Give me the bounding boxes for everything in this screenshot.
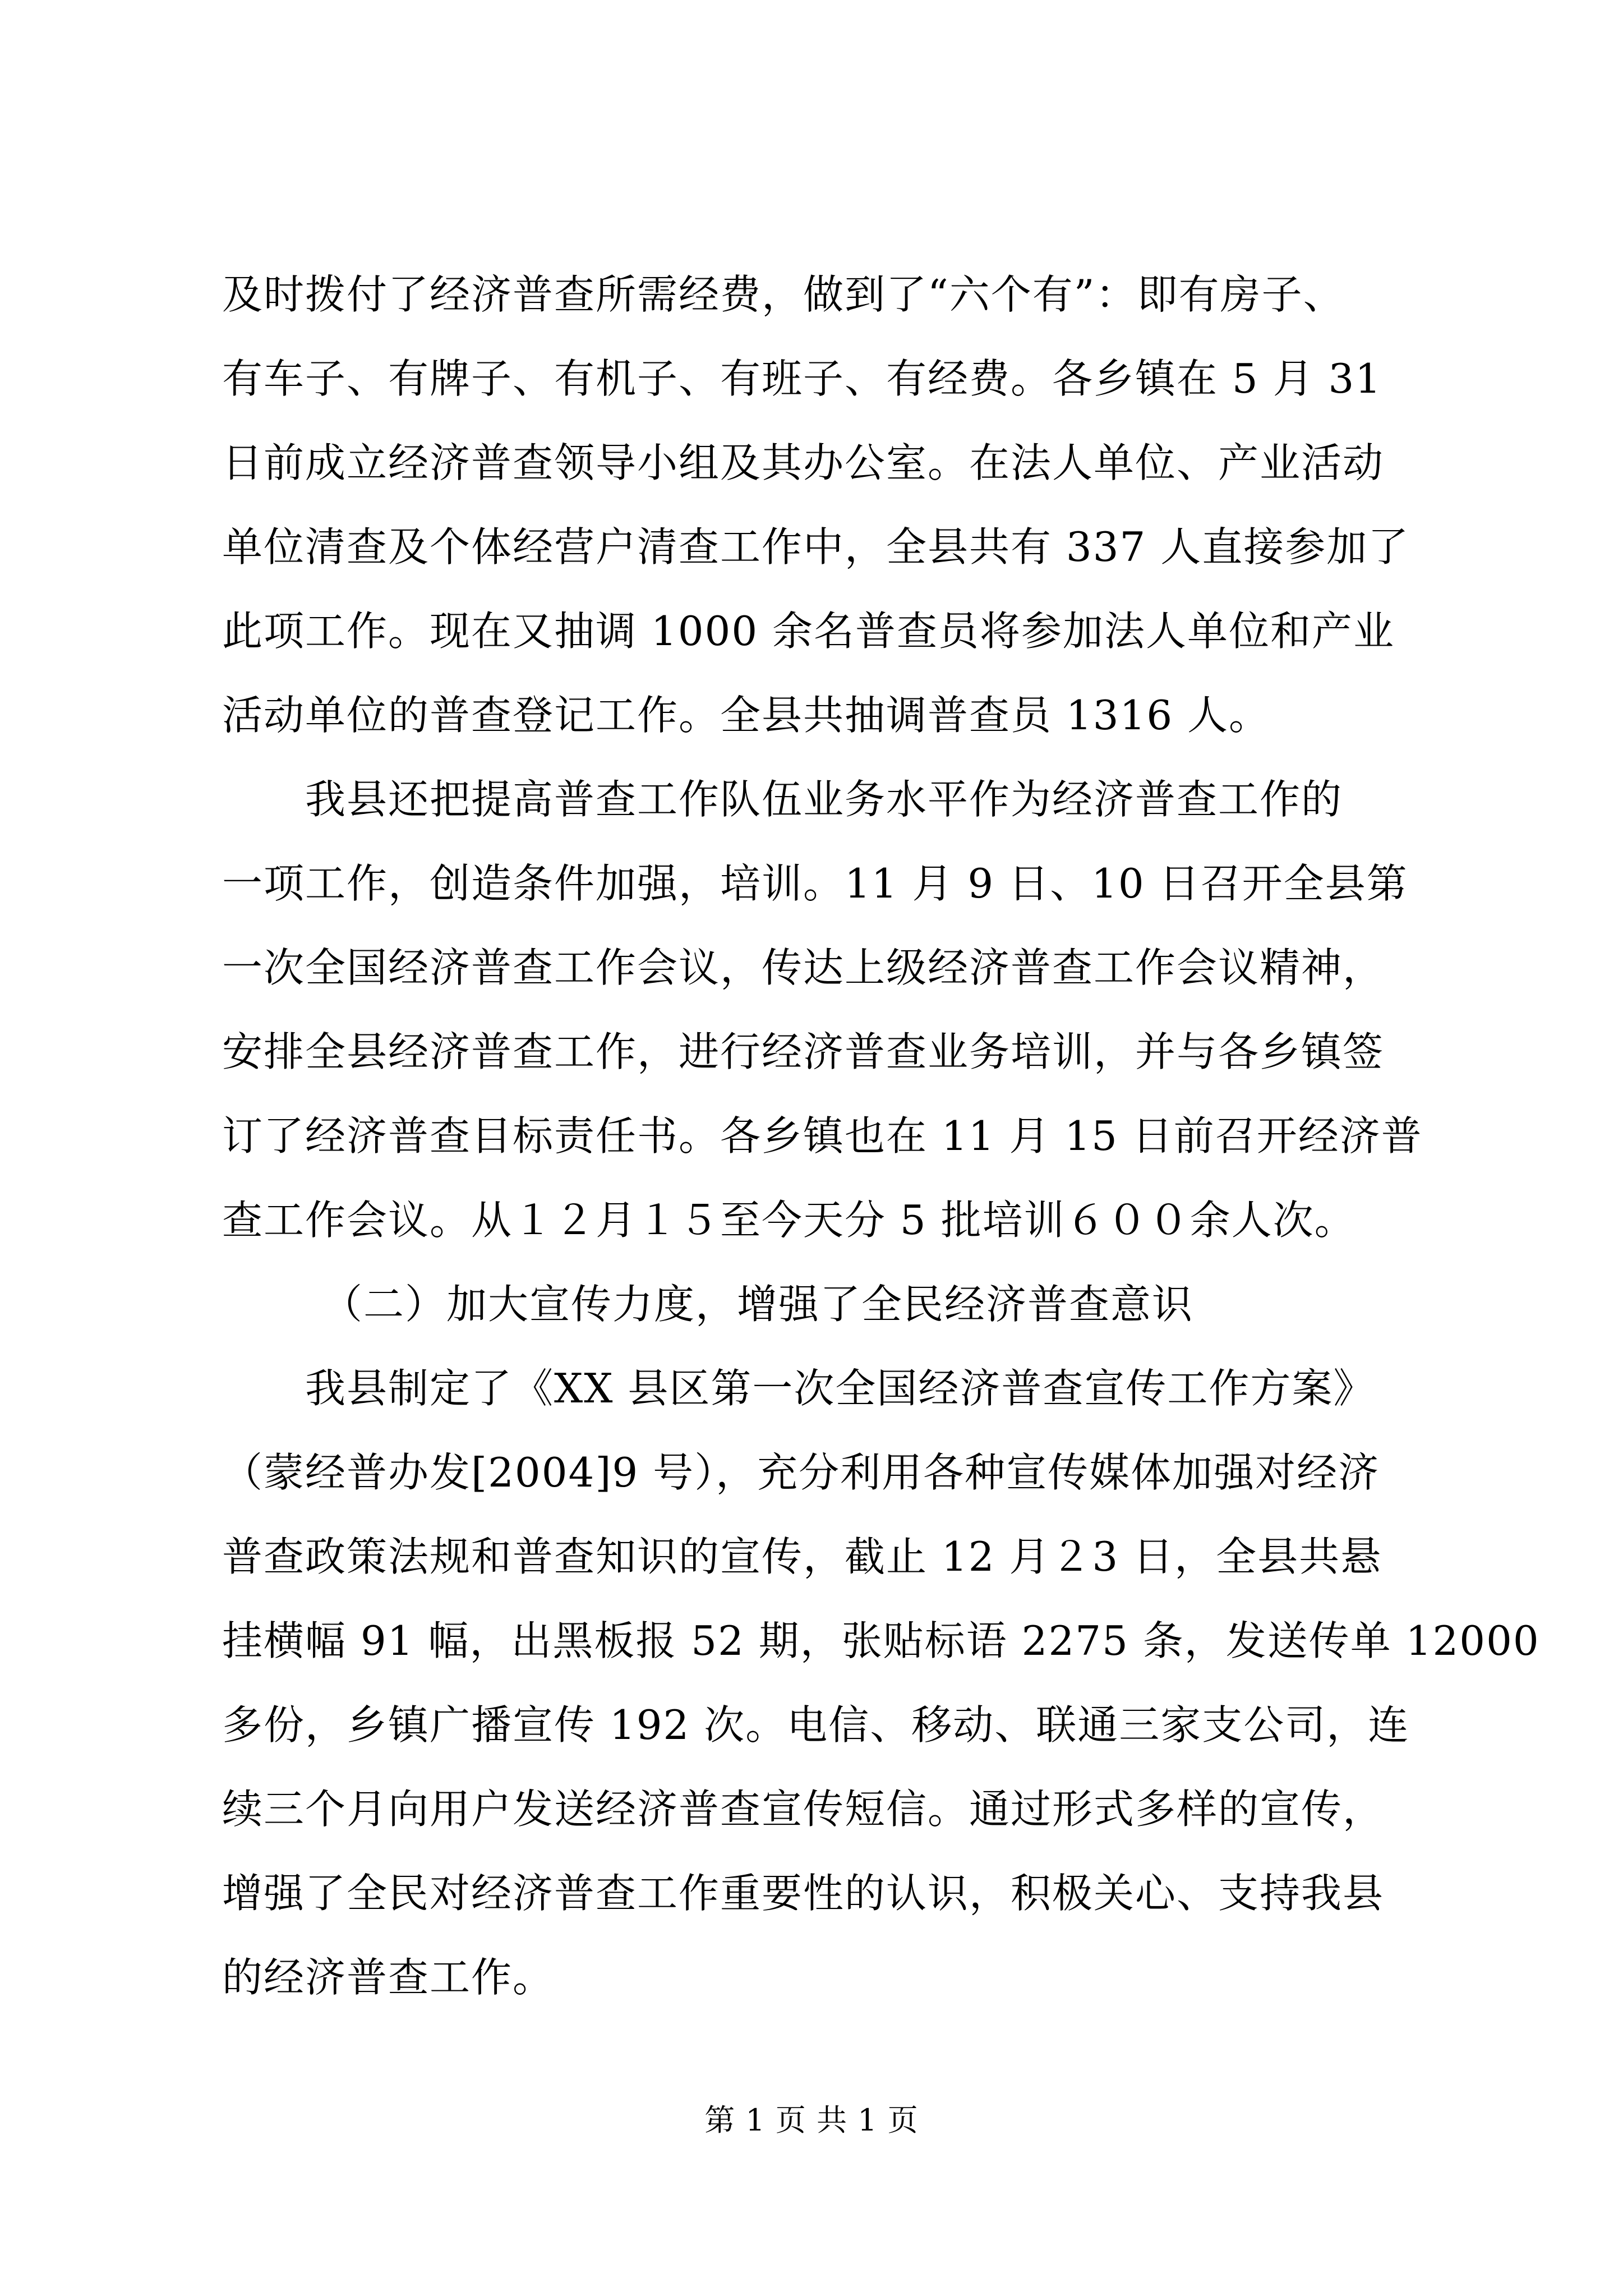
text-line: 挂横幅 91 幅，出黑板报 52 期，张贴标语 2275 条，发送传单 12000 <box>222 1617 1540 1664</box>
text-line: 单位清查及个体经营户清查工作中，全县共有 337 人直接参加了 <box>222 523 1410 570</box>
text-line: 订了经济普查目标责任书。各乡镇也在 11 月 15 日前召开经济普 <box>222 1112 1423 1159</box>
section-heading-text: （二）加大宣传力度，增强了全民经济普查意识 <box>322 1281 1194 1328</box>
text-line: 我县制定了《XX 县区第一次全国经济普查宣传工作方案》 <box>305 1365 1375 1412</box>
paragraph-1 <box>222 252 1422 757</box>
text-line: 查工作会议。从１２月１５至今天分 5 批培训６００余人次。 <box>222 1197 1356 1244</box>
text-line: 安排全县经济普查工作，进行经济普查业务培训，并与各乡镇签 <box>222 1028 1385 1075</box>
text-line: 有车子、有牌子、有机子、有班子、有经费。各乡镇在 5 月 31 <box>222 355 1382 402</box>
text-line: 此项工作。现在又抽调 1000 余名普查员将参加法人单位和产业 <box>222 608 1395 655</box>
paragraph-3 <box>222 1346 1540 2019</box>
text-line: 续三个月向用户发送经济普查宣传短信。通过形式多样的宣传， <box>222 1786 1385 1833</box>
text-line: 的经济普查工作。 <box>222 1954 555 2001</box>
text-line: 日前成立经济普查领导小组及其办公室。在法人单位、产业活动 <box>222 439 1385 486</box>
text-line: 活动单位的普查登记工作。全县共抽调普查员 1316 人。 <box>222 692 1271 739</box>
page-footer: 第 1 页 共 1 页 <box>704 2102 919 2138</box>
section-heading <box>222 1262 1422 1346</box>
text-line: 多份，乡镇广播宣传 192 次。电信、移动、联通三家支公司，连 <box>222 1701 1410 1749</box>
text-line: 一项工作，创造条件加强，培训。11 月 9 日、10 日召开全县第 <box>222 860 1408 907</box>
text-line: 一次全国经济普查工作会议，传达上级经济普查工作会议精神， <box>222 944 1385 991</box>
text-line: （蒙经普办发[2004]9 号），充分利用各种宣传媒体加强对经济 <box>222 1449 1380 1496</box>
text-line: 普查政策法规和普查知识的宣传，截止 12 月２3 日，全县共悬 <box>222 1533 1382 1580</box>
document-body <box>222 252 1540 2019</box>
paragraph-2 <box>222 757 1422 1262</box>
text-line: 我县还把提高普查工作队伍业务水平作为经济普查工作的 <box>305 776 1343 823</box>
text-line: 增强了全民对经济普查工作重要性的认识，积极关心、支持我县 <box>222 1870 1385 1917</box>
text-line: 及时拨付了经济普查所需经费，做到了“六个有”：即有房子、 <box>222 271 1345 318</box>
